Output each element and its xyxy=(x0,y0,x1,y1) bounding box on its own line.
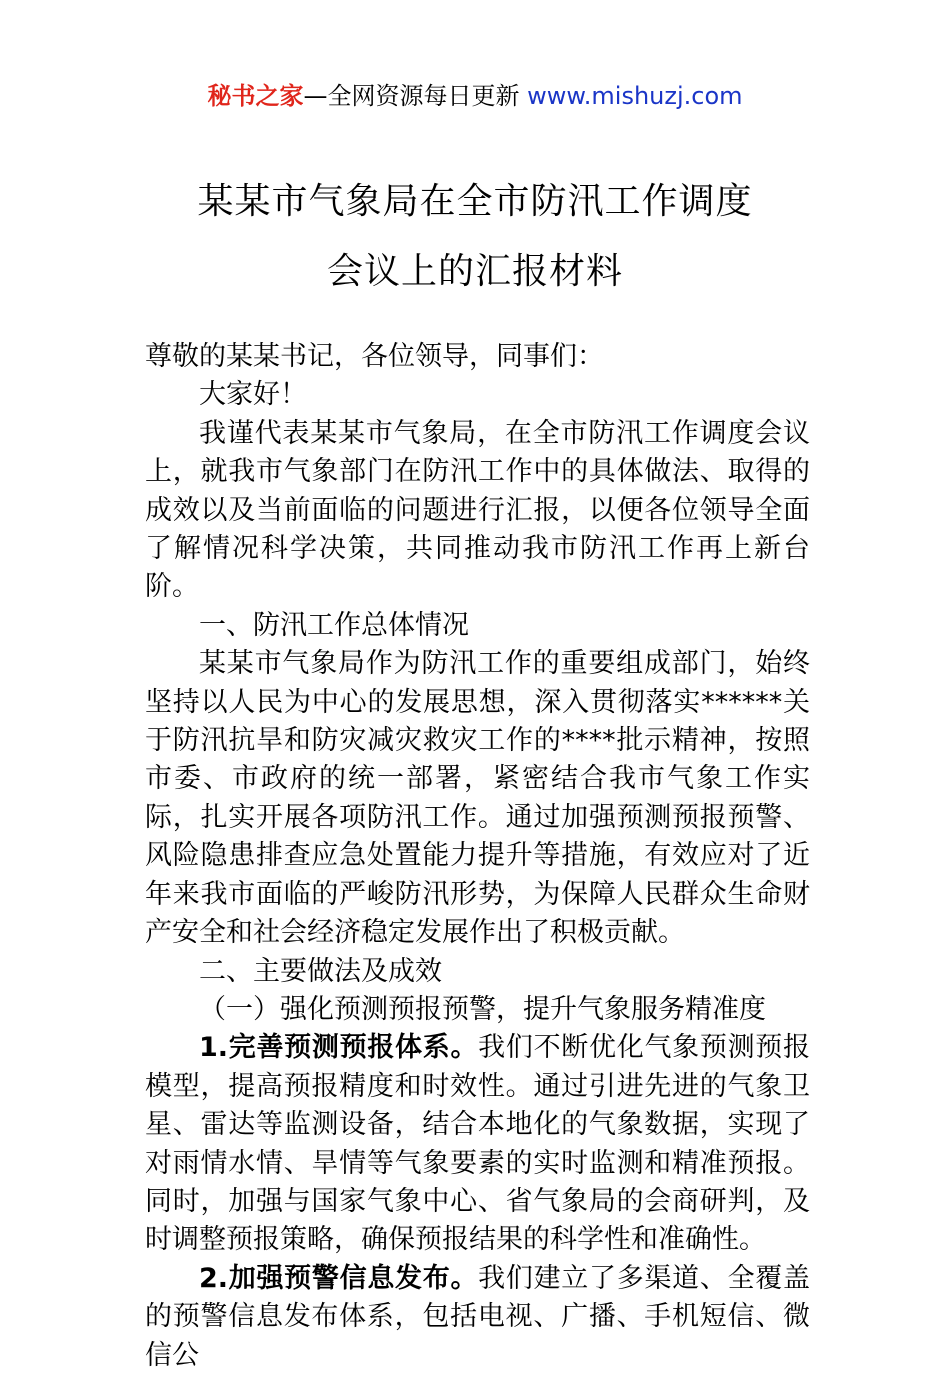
greeting: 大家好！ xyxy=(199,379,307,411)
document-body xyxy=(145,338,810,1375)
document-title-line-1: 某某市气象局在全市防汛工作调度 xyxy=(197,181,753,222)
item-2-text: 我们建立了多渠道、全覆盖的预警信息发布体系，包括电视、广播、手机短信、微信公 xyxy=(145,1262,811,1371)
section-1-paragraph: 某某市气象局作为防汛工作的重要组成部门，始终坚持以人民为中心的发展思想，深入贯彻落实******关于防汛抗旱和防灾减灾救灾工作的****批示精神，按照市委、市政府的统一部署，紧密结合我市气象工作实际，扎实开展各项防汛工作。通过加强预测预报预警、风险隐患排查应急处置能力提升等措施，有效应对了近年来我市面临的严峻防汛形势，为保障人民群众生命财产安全和社会经济稳定发展作出了积极贡献。 xyxy=(145,648,810,949)
subsection-1-heading: （一）强化预测预报预警，提升气象服务精准度 xyxy=(199,993,766,1025)
intro-paragraph: 我谨代表某某市气象局，在全市防汛工作调度会议上，就我市气象部门在防汛工作中的具体做法、取得的成效以及当前面临的问题进行汇报，以便各位领导全面了解情况科学决策，共同推动我市防汛工作再上新台阶。 xyxy=(145,417,810,603)
document-title-line-2: 会议上的汇报材料 xyxy=(326,251,623,292)
section-1-heading: 一、防汛工作总体情况 xyxy=(199,609,469,641)
item-1-text: 我们不断优化气象预测预报模型，提高预报精度和时效性。通过引进先进的气象卫星、雷达等监测设备，结合本地化的气象数据，实现了对雨情水情、旱情等气象要素的实时监测和精准预报。同时，加强与国家气象中心、省气象局的会商研判，及时调整预报策略，确保预报结果的科学性和准确性。 xyxy=(145,1032,811,1256)
watermark-header xyxy=(0,80,950,112)
item-2-paragraph xyxy=(145,1260,810,1375)
brand-name: 秘书之家 xyxy=(207,82,304,110)
item-1-paragraph xyxy=(145,1029,810,1259)
site-url[interactable]: www.mishuzj.com xyxy=(527,82,743,110)
item-1-lead: 1.完善预测预报体系。 xyxy=(199,1032,479,1064)
header-tagline: —全网资源每日更新 xyxy=(303,82,528,110)
item-2-lead: 2.加强预警信息发布。 xyxy=(199,1262,479,1294)
section-2-heading: 二、主要做法及成效 xyxy=(199,955,442,987)
salutation: 尊敬的某某书记，各位领导，同事们： xyxy=(145,341,604,372)
